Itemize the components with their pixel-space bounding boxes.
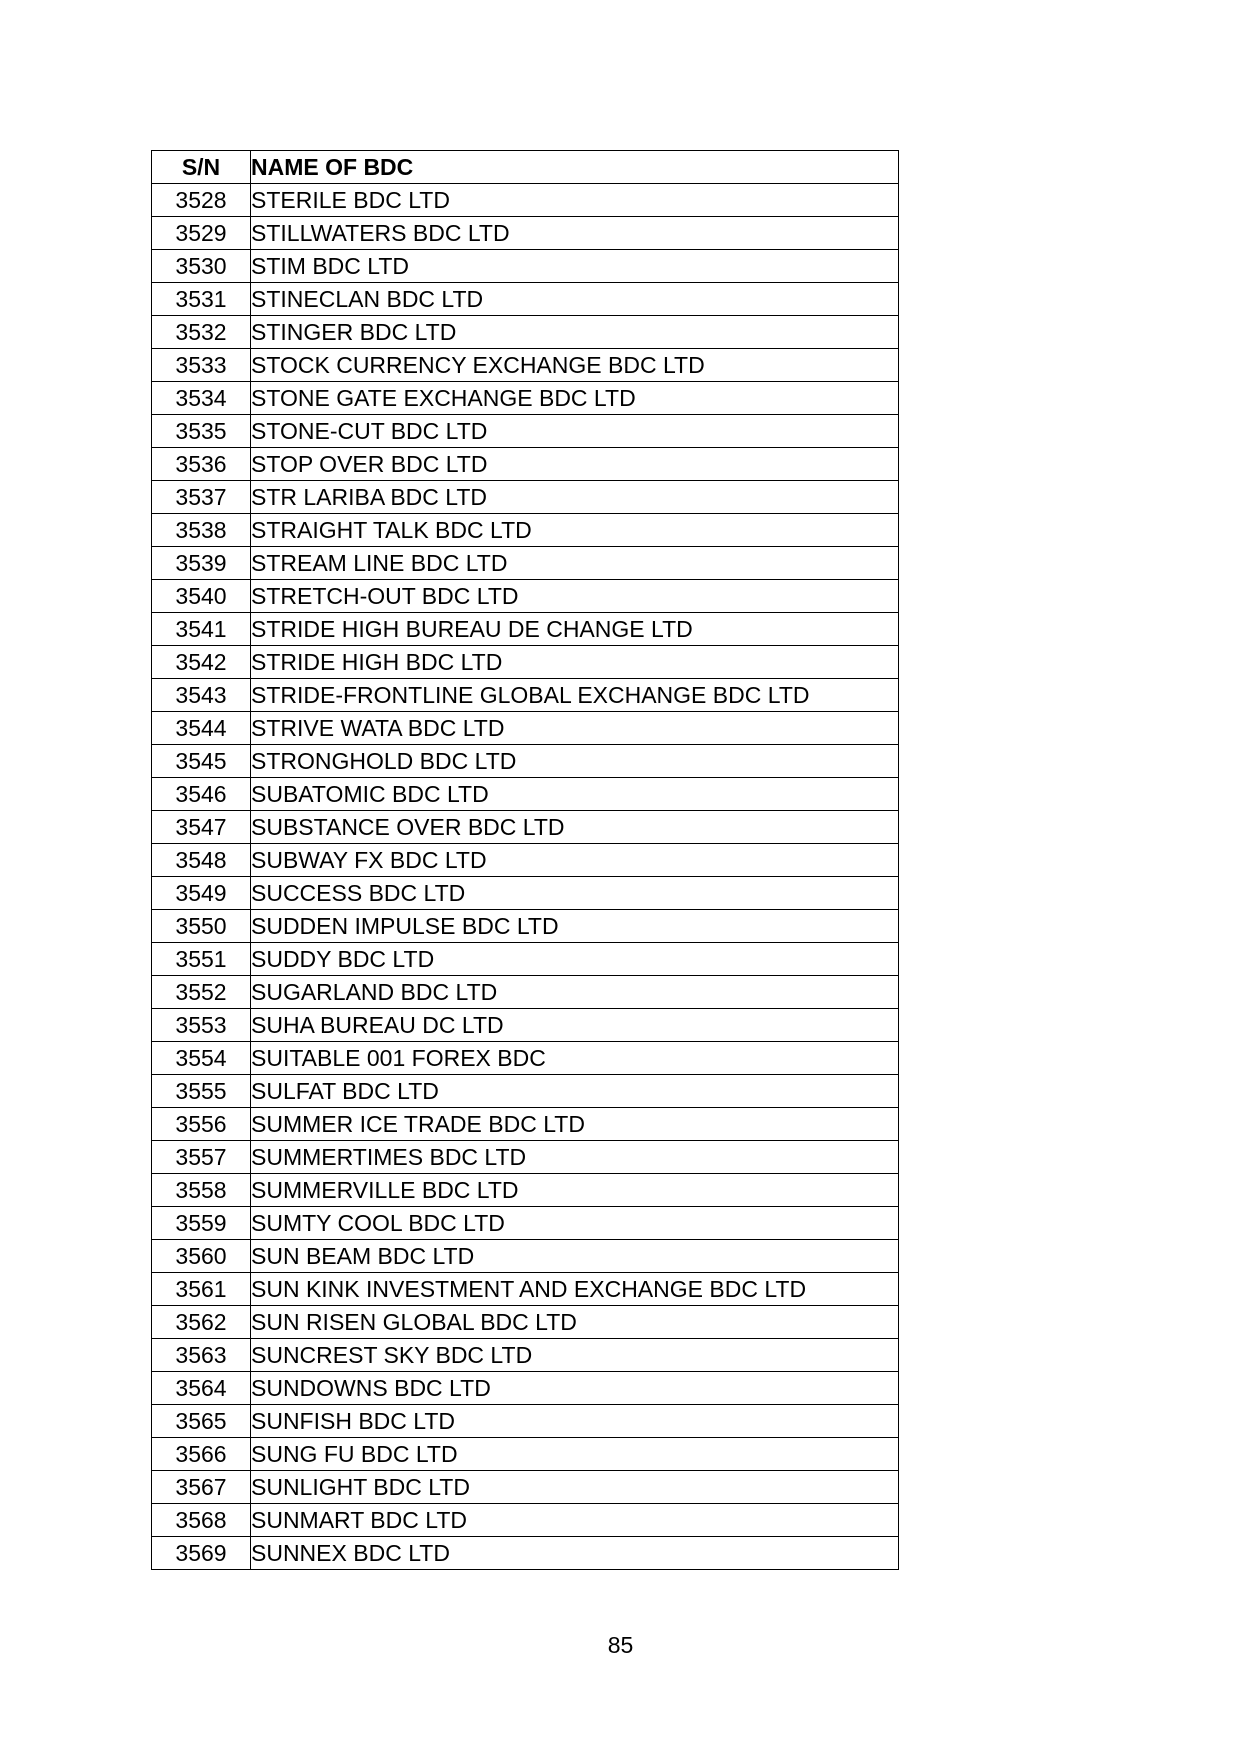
table-row bbox=[152, 811, 899, 844]
sn-cell: 3534 bbox=[152, 382, 251, 415]
bdc-name-cell: SUNG FU BDC LTD bbox=[251, 1438, 899, 1471]
sn-cell: 3535 bbox=[152, 415, 251, 448]
table-row bbox=[152, 250, 899, 283]
bdc-name-cell: SUN RISEN GLOBAL BDC LTD bbox=[251, 1306, 899, 1339]
bdc-name-cell: SUCCESS BDC LTD bbox=[251, 877, 899, 910]
table-row bbox=[152, 910, 899, 943]
sn-cell: 3558 bbox=[152, 1174, 251, 1207]
table-row bbox=[152, 349, 899, 382]
sn-cell: 3563 bbox=[152, 1339, 251, 1372]
sn-cell: 3555 bbox=[152, 1075, 251, 1108]
bdc-name-cell: SUGARLAND BDC LTD bbox=[251, 976, 899, 1009]
sn-cell: 3545 bbox=[152, 745, 251, 778]
table-row bbox=[152, 283, 899, 316]
bdc-name-cell: STONE GATE EXCHANGE BDC LTD bbox=[251, 382, 899, 415]
bdc-name-cell: STR LARIBA BDC LTD bbox=[251, 481, 899, 514]
sn-cell: 3553 bbox=[152, 1009, 251, 1042]
sn-cell: 3561 bbox=[152, 1273, 251, 1306]
bdc-name-cell: SUN BEAM BDC LTD bbox=[251, 1240, 899, 1273]
table-row bbox=[152, 382, 899, 415]
sn-cell: 3531 bbox=[152, 283, 251, 316]
bdc-name-cell: SUHA BUREAU DC LTD bbox=[251, 1009, 899, 1042]
table-row bbox=[152, 976, 899, 1009]
sn-cell: 3540 bbox=[152, 580, 251, 613]
sn-cell: 3528 bbox=[152, 184, 251, 217]
sn-cell: 3556 bbox=[152, 1108, 251, 1141]
table-row bbox=[152, 745, 899, 778]
table-body bbox=[152, 184, 899, 1570]
bdc-name-cell: SUITABLE 001 FOREX BDC bbox=[251, 1042, 899, 1075]
table-row bbox=[152, 1504, 899, 1537]
table-row bbox=[152, 1471, 899, 1504]
sn-cell: 3559 bbox=[152, 1207, 251, 1240]
sn-cell: 3551 bbox=[152, 943, 251, 976]
table-row bbox=[152, 1438, 899, 1471]
page-number: 85 bbox=[607, 1632, 634, 1658]
bdc-name-cell: SUMMERTIMES BDC LTD bbox=[251, 1141, 899, 1174]
bdc-name-cell: SUNCREST SKY BDC LTD bbox=[251, 1339, 899, 1372]
table-header-row bbox=[152, 151, 899, 184]
bdc-list-table bbox=[151, 150, 899, 1570]
bdc-name-cell: STINGER BDC LTD bbox=[251, 316, 899, 349]
bdc-name-cell: STRONGHOLD BDC LTD bbox=[251, 745, 899, 778]
bdc-name-cell: SUBSTANCE OVER BDC LTD bbox=[251, 811, 899, 844]
table-row bbox=[152, 448, 899, 481]
sn-cell: 3564 bbox=[152, 1372, 251, 1405]
bdc-name-cell: SUMTY COOL BDC LTD bbox=[251, 1207, 899, 1240]
bdc-name-cell: STRIDE HIGH BUREAU DE CHANGE LTD bbox=[251, 613, 899, 646]
table-row bbox=[152, 1240, 899, 1273]
bdc-name-cell: SUNFISH BDC LTD bbox=[251, 1405, 899, 1438]
sn-cell: 3546 bbox=[152, 778, 251, 811]
bdc-name-cell: STIM BDC LTD bbox=[251, 250, 899, 283]
table-row bbox=[152, 1372, 899, 1405]
table-row bbox=[152, 514, 899, 547]
sn-column-header: S/N bbox=[152, 151, 251, 184]
table-row bbox=[152, 943, 899, 976]
bdc-name-cell: SUMMER ICE TRADE BDC LTD bbox=[251, 1108, 899, 1141]
bdc-name-cell: SUMMERVILLE BDC LTD bbox=[251, 1174, 899, 1207]
sn-cell: 3536 bbox=[152, 448, 251, 481]
sn-cell: 3543 bbox=[152, 679, 251, 712]
table-row bbox=[152, 580, 899, 613]
bdc-name-cell: STRIDE HIGH BDC LTD bbox=[251, 646, 899, 679]
sn-cell: 3568 bbox=[152, 1504, 251, 1537]
table-row bbox=[152, 481, 899, 514]
sn-cell: 3557 bbox=[152, 1141, 251, 1174]
bdc-name-cell: STOP OVER BDC LTD bbox=[251, 448, 899, 481]
sn-cell: 3560 bbox=[152, 1240, 251, 1273]
sn-cell: 3538 bbox=[152, 514, 251, 547]
name-column-header: NAME OF BDC bbox=[251, 151, 899, 184]
table-row bbox=[152, 1306, 899, 1339]
sn-cell: 3569 bbox=[152, 1537, 251, 1570]
bdc-name-cell: SUDDEN IMPULSE BDC LTD bbox=[251, 910, 899, 943]
bdc-name-cell: SUNMART BDC LTD bbox=[251, 1504, 899, 1537]
table-row bbox=[152, 1273, 899, 1306]
table-row bbox=[152, 1108, 899, 1141]
bdc-name-cell: STOCK CURRENCY EXCHANGE BDC LTD bbox=[251, 349, 899, 382]
sn-cell: 3533 bbox=[152, 349, 251, 382]
sn-cell: 3529 bbox=[152, 217, 251, 250]
table-row bbox=[152, 1537, 899, 1570]
table-row bbox=[152, 1405, 899, 1438]
sn-cell: 3537 bbox=[152, 481, 251, 514]
bdc-name-cell: SULFAT BDC LTD bbox=[251, 1075, 899, 1108]
bdc-name-cell: STILLWATERS BDC LTD bbox=[251, 217, 899, 250]
sn-cell: 3547 bbox=[152, 811, 251, 844]
bdc-name-cell: SUBATOMIC BDC LTD bbox=[251, 778, 899, 811]
sn-cell: 3554 bbox=[152, 1042, 251, 1075]
table-row bbox=[152, 613, 899, 646]
table-row bbox=[152, 1339, 899, 1372]
bdc-name-cell: SUN KINK INVESTMENT AND EXCHANGE BDC LTD bbox=[251, 1273, 899, 1306]
bdc-name-cell: STREAM LINE BDC LTD bbox=[251, 547, 899, 580]
sn-cell: 3552 bbox=[152, 976, 251, 1009]
table-row bbox=[152, 1009, 899, 1042]
bdc-name-cell: STERILE BDC LTD bbox=[251, 184, 899, 217]
table-row bbox=[152, 679, 899, 712]
bdc-name-cell: STONE-CUT BDC LTD bbox=[251, 415, 899, 448]
table-row bbox=[152, 778, 899, 811]
table-row bbox=[152, 1042, 899, 1075]
bdc-name-cell: STRIVE WATA BDC LTD bbox=[251, 712, 899, 745]
sn-cell: 3541 bbox=[152, 613, 251, 646]
bdc-name-cell: STRAIGHT TALK BDC LTD bbox=[251, 514, 899, 547]
bdc-name-cell: STRETCH-OUT BDC LTD bbox=[251, 580, 899, 613]
sn-cell: 3542 bbox=[152, 646, 251, 679]
sn-cell: 3562 bbox=[152, 1306, 251, 1339]
sn-cell: 3539 bbox=[152, 547, 251, 580]
sn-cell: 3549 bbox=[152, 877, 251, 910]
sn-cell: 3544 bbox=[152, 712, 251, 745]
sn-cell: 3550 bbox=[152, 910, 251, 943]
bdc-name-cell: SUBWAY FX BDC LTD bbox=[251, 844, 899, 877]
sn-cell: 3565 bbox=[152, 1405, 251, 1438]
table-row bbox=[152, 1207, 899, 1240]
bdc-name-cell: SUNLIGHT BDC LTD bbox=[251, 1471, 899, 1504]
bdc-name-cell: SUNDOWNS BDC LTD bbox=[251, 1372, 899, 1405]
table-row bbox=[152, 712, 899, 745]
table-row bbox=[152, 184, 899, 217]
sn-cell: 3566 bbox=[152, 1438, 251, 1471]
table-row bbox=[152, 316, 899, 349]
table-row bbox=[152, 547, 899, 580]
table-row bbox=[152, 1075, 899, 1108]
sn-cell: 3548 bbox=[152, 844, 251, 877]
table-row bbox=[152, 877, 899, 910]
bdc-name-cell: SUNNEX BDC LTD bbox=[251, 1537, 899, 1570]
table-row bbox=[152, 217, 899, 250]
sn-cell: 3532 bbox=[152, 316, 251, 349]
sn-cell: 3567 bbox=[152, 1471, 251, 1504]
table-row bbox=[152, 844, 899, 877]
table-row bbox=[152, 646, 899, 679]
bdc-name-cell: STINECLAN BDC LTD bbox=[251, 283, 899, 316]
sn-cell: 3530 bbox=[152, 250, 251, 283]
table-row bbox=[152, 1174, 899, 1207]
bdc-name-cell: SUDDY BDC LTD bbox=[251, 943, 899, 976]
table-row bbox=[152, 1141, 899, 1174]
table-row bbox=[152, 415, 899, 448]
bdc-name-cell: STRIDE-FRONTLINE GLOBAL EXCHANGE BDC LTD bbox=[251, 679, 899, 712]
